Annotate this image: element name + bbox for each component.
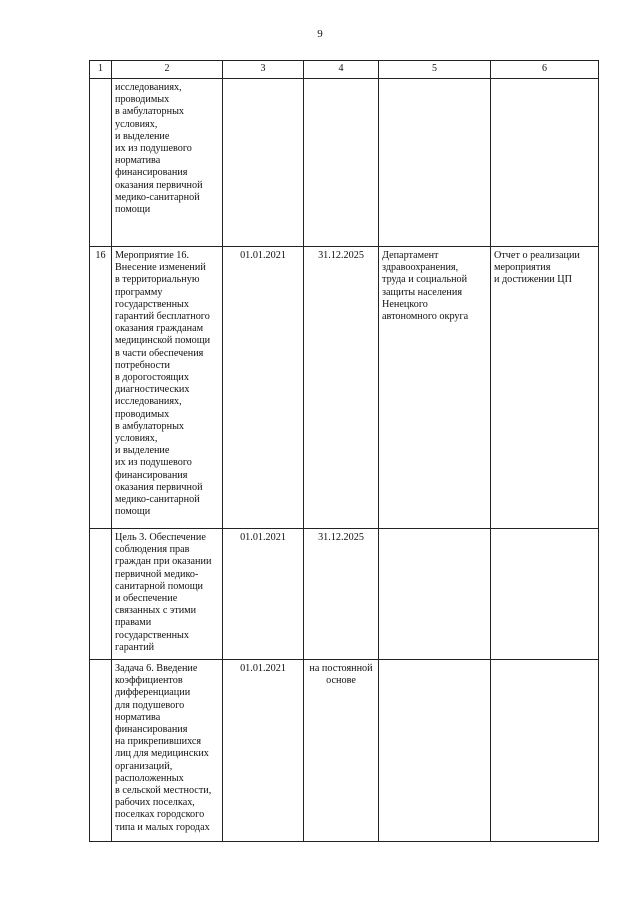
- header-cell: 3: [223, 61, 304, 79]
- row-number: [90, 529, 112, 660]
- table-header-row: [90, 61, 599, 79]
- end-date: [304, 79, 379, 247]
- activity-name: Мероприятие 16. Внесение изменений в территориальную программу государственных гарантий бесплатного оказания гражданам медицинской помощи в части обеспечения потребности в дорогостоящих диагностических исследованиях, проводимых в амбулаторных условиях, и выделение их из подушевого финансирования оказания первичной медико-санитарной помощи: [112, 247, 223, 529]
- expected-result: [491, 529, 599, 660]
- header-cell: 1: [90, 61, 112, 79]
- expected-result: [491, 660, 599, 842]
- start-date: 01.01.2021: [223, 247, 304, 529]
- expected-result: Отчет о реализации мероприятия и достижении ЦП: [491, 247, 599, 529]
- start-date: [223, 79, 304, 247]
- executor: Департамент здравоохранения, труда и социальной защиты населения Ненецкого автономного округа: [379, 247, 491, 529]
- header-cell: 4: [304, 61, 379, 79]
- start-date: 01.01.2021: [223, 660, 304, 842]
- end-date: на постоянной основе: [304, 660, 379, 842]
- executor: [379, 660, 491, 842]
- activity-name: исследованиях, проводимых в амбулаторных условиях, и выделение их из подушевого норматива финансирования оказания первичной медико-санитарной помощи: [112, 79, 223, 247]
- expected-result: [491, 79, 599, 247]
- row-number: [90, 660, 112, 842]
- task-name: Задача 6. Введение коэффициентов дифференциации для подушевого норматива финансирования на прикрепившихся лиц для медицинских организаций, расположенных в сельской местности, рабочих поселках, поселках городского типа и малых городах: [112, 660, 223, 842]
- executor: [379, 79, 491, 247]
- program-activities-table: [89, 60, 599, 842]
- row-number: 16: [90, 247, 112, 529]
- end-date: 31.12.2025: [304, 247, 379, 529]
- executor: [379, 529, 491, 660]
- table-row: [90, 529, 599, 660]
- end-date: 31.12.2025: [304, 529, 379, 660]
- header-cell: 6: [491, 61, 599, 79]
- start-date: 01.01.2021: [223, 529, 304, 660]
- row-number: [90, 79, 112, 247]
- table-row: [90, 660, 599, 842]
- page-number: 9: [317, 28, 323, 40]
- header-cell: 5: [379, 61, 491, 79]
- goal-name: Цель 3. Обеспечение соблюдения прав граждан при оказании первичной медико- санитарной помощи и обеспечение связанных с этими правами государственных гарантий: [112, 529, 223, 660]
- header-cell: 2: [112, 61, 223, 79]
- table-row: [90, 79, 599, 247]
- table-row: [90, 247, 599, 529]
